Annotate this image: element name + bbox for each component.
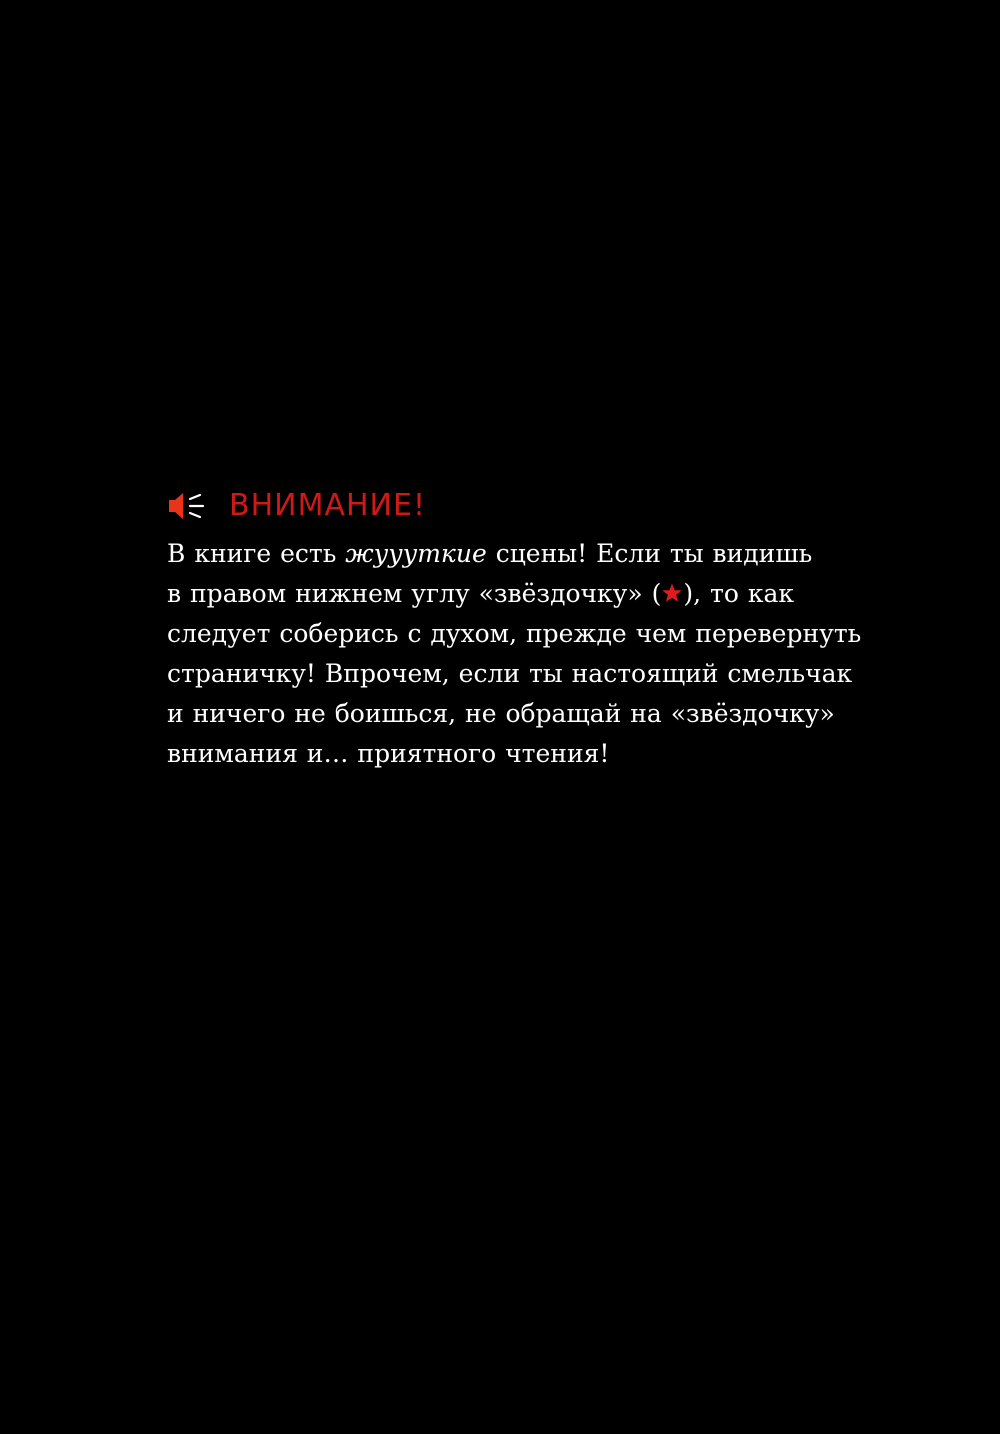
text-line: и ничего не боишься, не обращай на «звёздочку»	[167, 699, 835, 728]
megaphone-icon	[167, 489, 207, 523]
warning-text	[167, 528, 887, 774]
emphasized-word: жуууткие	[345, 539, 487, 568]
star-icon	[661, 576, 683, 598]
warning-title: ВНИМАНИЕ!	[229, 488, 426, 523]
text-line: внимания и… приятного чтения!	[167, 739, 610, 768]
text-line: в правом нижнем углу «звёздочку» ( ), то как	[167, 574, 887, 614]
text-line: В книге есть жуууткие сцены! Если ты видишь	[167, 539, 813, 568]
text-line: следует соберись с духом, прежде чем перевернуть	[167, 619, 862, 648]
text-line: страничку! Впрочем, если ты настоящий смельчак	[167, 659, 853, 688]
warning-notice	[167, 484, 887, 774]
warning-heading	[167, 484, 887, 528]
